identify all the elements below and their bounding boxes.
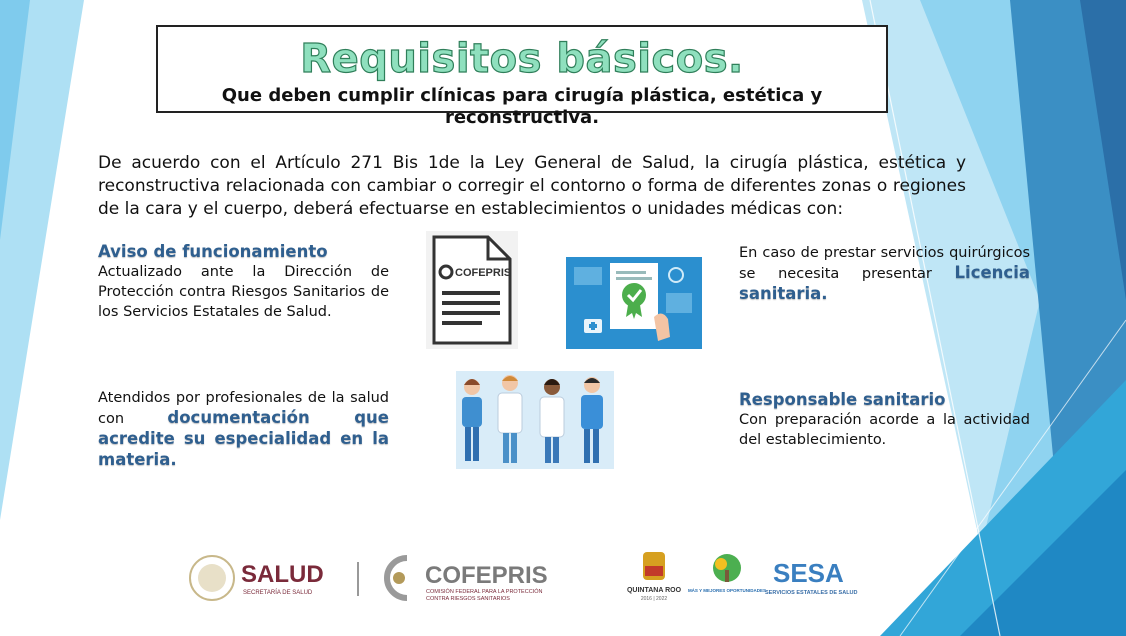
title-box — [156, 25, 888, 128]
intro-paragraph: De acuerdo con el Artículo 271 Bis 1de la Ley General de Salud, la cirugía plástica, estética y reconstructiva relacionada con cambiar o corregir el contorno o forma de diferentes zonas o regiones de la cara y el cuerpo, deberá efectuarse en establecimientos o unidades médicas con: — [98, 153, 966, 219]
cofepris-document-icon — [426, 231, 518, 349]
sesa-logo-text: SESA — [773, 558, 844, 588]
profesionales-text: Atendidos por profesionales de la salud con — [98, 390, 389, 427]
cofepris-logo-sub1: COMISIÓN FEDERAL PARA LA PROTECCIÓN — [426, 589, 543, 595]
aviso-heading: Aviso de funcionamiento — [98, 242, 328, 261]
licencia-highlight: Licencia sanitaria. — [739, 263, 1030, 303]
page-subtitle: Que deben cumplir clínicas para cirugía plástica, estética y reconstructiva. — [221, 85, 823, 128]
cofepris-logo-sub2: CONTRA RIESGOS SANITARIOS — [426, 596, 510, 602]
medical-staff-icon — [456, 371, 614, 469]
logos-bar — [185, 548, 875, 606]
responsable-body: Con preparación acorde a la actividad del establecimiento. — [739, 412, 1030, 448]
salud-logo-text: SALUD — [241, 561, 324, 588]
mas-logo-text: MÁS Y MEJORES OPORTUNIDADES — [687, 588, 767, 593]
cofepris-logo-text: COFEPRIS — [425, 562, 548, 589]
responsable-block — [739, 390, 1030, 450]
cofepris-doc-label: COFEPRIS — [455, 267, 512, 279]
profesionales-block — [98, 388, 389, 471]
license-certificate-icon — [566, 257, 702, 349]
profesionales-highlight: documentación que acredite su especialidad en la materia. — [98, 408, 389, 469]
licencia-text: En caso de prestar servicios quirúrgicos se necesita presentar — [739, 245, 1030, 282]
aviso-body: Actualizado ante la Dirección de Protección contra Riesgos Sanitarios de los Servicios Estatales de Salud. — [98, 264, 389, 320]
quintana-roo-logo — [627, 552, 682, 602]
page-title: Requisitos básicos. — [300, 36, 744, 82]
licencia-block — [739, 243, 1030, 305]
salud-logo-sub: SECRETARÍA DE SALUD — [243, 590, 313, 596]
mas-oportunidades-logo — [688, 554, 766, 593]
responsable-heading: Responsable sanitario — [739, 390, 946, 409]
sesa-logo-sub: SERVICIOS ESTATALES DE SALUD — [765, 590, 858, 596]
qroo-logo-years: 2016 | 2022 — [640, 596, 668, 602]
aviso-block — [98, 242, 389, 322]
cofepris-logo — [387, 558, 548, 602]
sesa-logo — [765, 558, 858, 596]
salud-logo — [190, 556, 359, 600]
qroo-logo-text: QUINTANA ROO — [626, 587, 682, 594]
